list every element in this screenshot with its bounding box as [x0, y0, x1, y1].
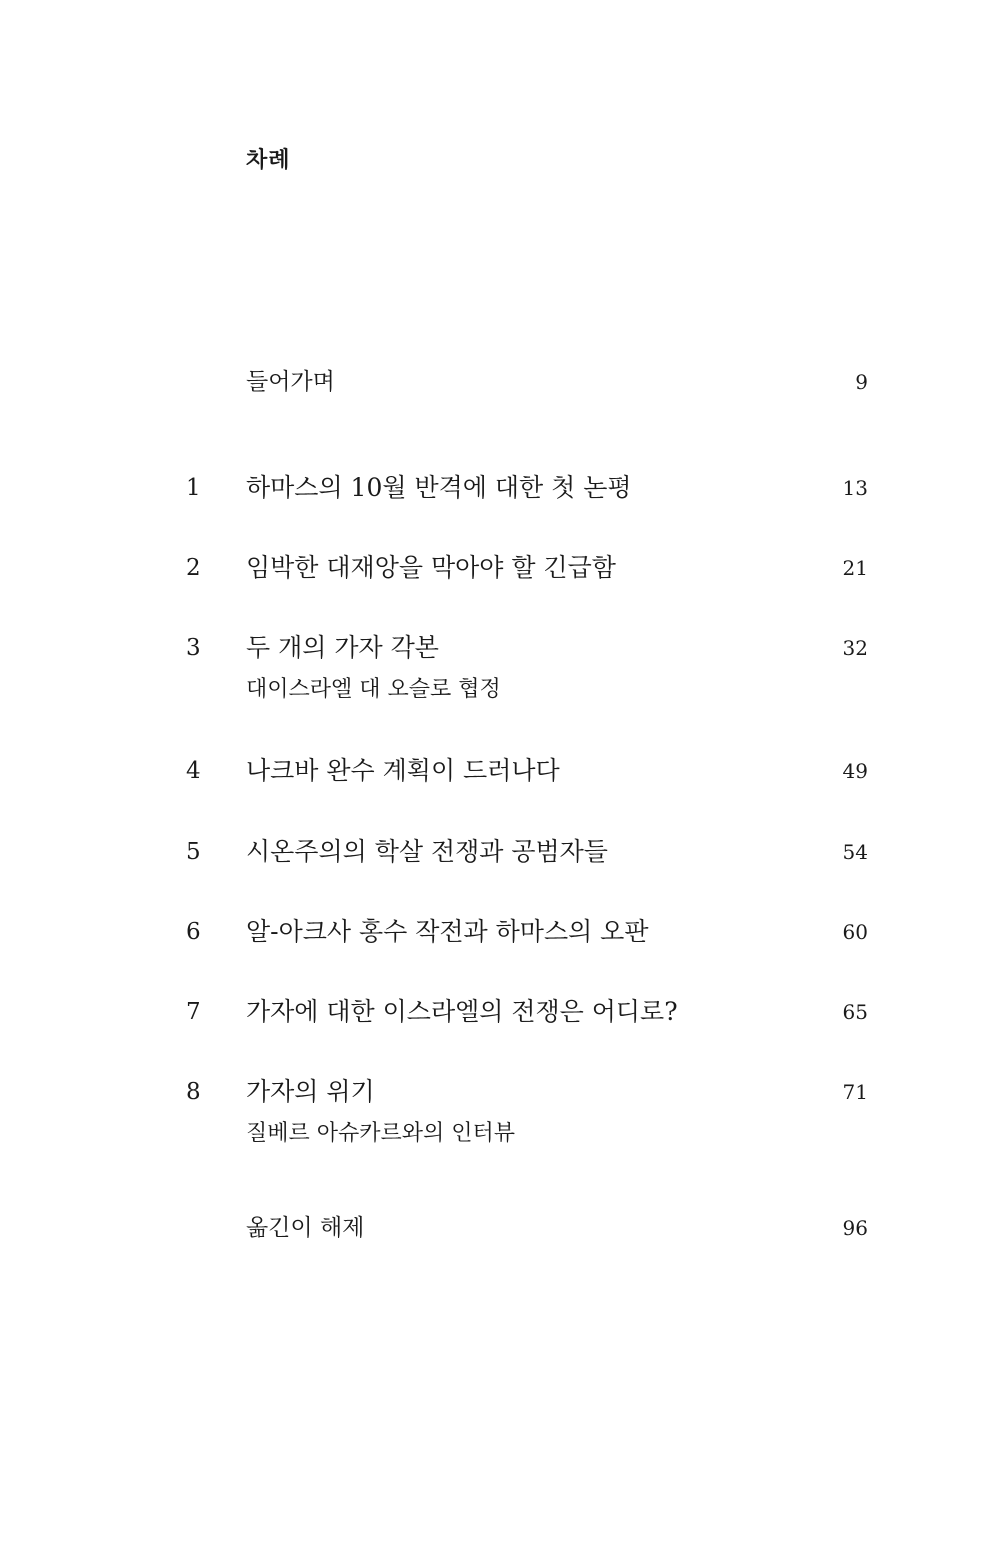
- toc-entry-title: 임박한 대재앙을 막아야 할 긴급함: [246, 553, 616, 582]
- page-title: 차례: [246, 148, 291, 173]
- toc-entry-title: 하마스의 10월 반격에 대한 첫 논평: [246, 473, 632, 502]
- toc-entry-number: 2: [186, 555, 201, 581]
- toc-entry-1[interactable]: [0, 471, 1000, 531]
- toc-entry-title: 나크바 완수 계획이 드러나다: [246, 756, 560, 785]
- toc-entry-subtitle: 질베르 아슈카르와의 인터뷰: [246, 1121, 516, 1146]
- toc-entry-number: 3: [186, 635, 201, 661]
- toc-entry-translator-note[interactable]: [0, 1211, 1000, 1271]
- toc-entry-number: 4: [186, 758, 201, 784]
- toc-entry-3[interactable]: [0, 631, 1000, 721]
- toc-entry-page: 49: [842, 759, 868, 783]
- toc-entry-2[interactable]: [0, 551, 1000, 611]
- toc-entry-title: 옮긴이 해제: [246, 1215, 365, 1241]
- toc-entry-number: 6: [186, 919, 201, 945]
- toc-entry-subtitle: 대이스라엘 대 오슬로 협정: [246, 677, 501, 702]
- toc-entry-title: 가자에 대한 이스라엘의 전쟁은 어디로?: [246, 997, 678, 1026]
- toc-entry-page: 54: [842, 840, 868, 864]
- toc-entry-page: 65: [842, 1000, 868, 1024]
- toc-entry-page: 9: [855, 370, 868, 394]
- toc-entry-4[interactable]: [0, 754, 1000, 814]
- toc-entry-number: 1: [186, 475, 201, 501]
- toc-entry-page: 60: [842, 920, 868, 944]
- toc-entry-number: 5: [186, 839, 201, 865]
- toc-entry-number: 8: [186, 1079, 201, 1105]
- toc-entry-page: 71: [842, 1080, 868, 1104]
- toc-entry-7[interactable]: [0, 995, 1000, 1055]
- toc-entry-5[interactable]: [0, 835, 1000, 895]
- toc-entry-number: 7: [186, 999, 201, 1025]
- toc-entry-title: 두 개의 가자 각본: [246, 633, 439, 662]
- toc-entry-intro[interactable]: [0, 365, 1000, 425]
- toc-entry-title: 가자의 위기: [246, 1077, 375, 1106]
- toc-entry-title: 시온주의의 학살 전쟁과 공범자들: [246, 837, 608, 866]
- toc-entry-page: 21: [842, 556, 868, 580]
- toc-entry-6[interactable]: [0, 915, 1000, 975]
- toc-entry-page: 32: [842, 636, 868, 660]
- toc-entry-page: 13: [842, 476, 868, 500]
- toc-entry-title: 알-아크사 홍수 작전과 하마스의 오판: [246, 917, 649, 946]
- toc-entry-8[interactable]: [0, 1075, 1000, 1165]
- toc-entry-page: 96: [842, 1216, 868, 1240]
- toc-entry-title: 들어가며: [246, 369, 335, 395]
